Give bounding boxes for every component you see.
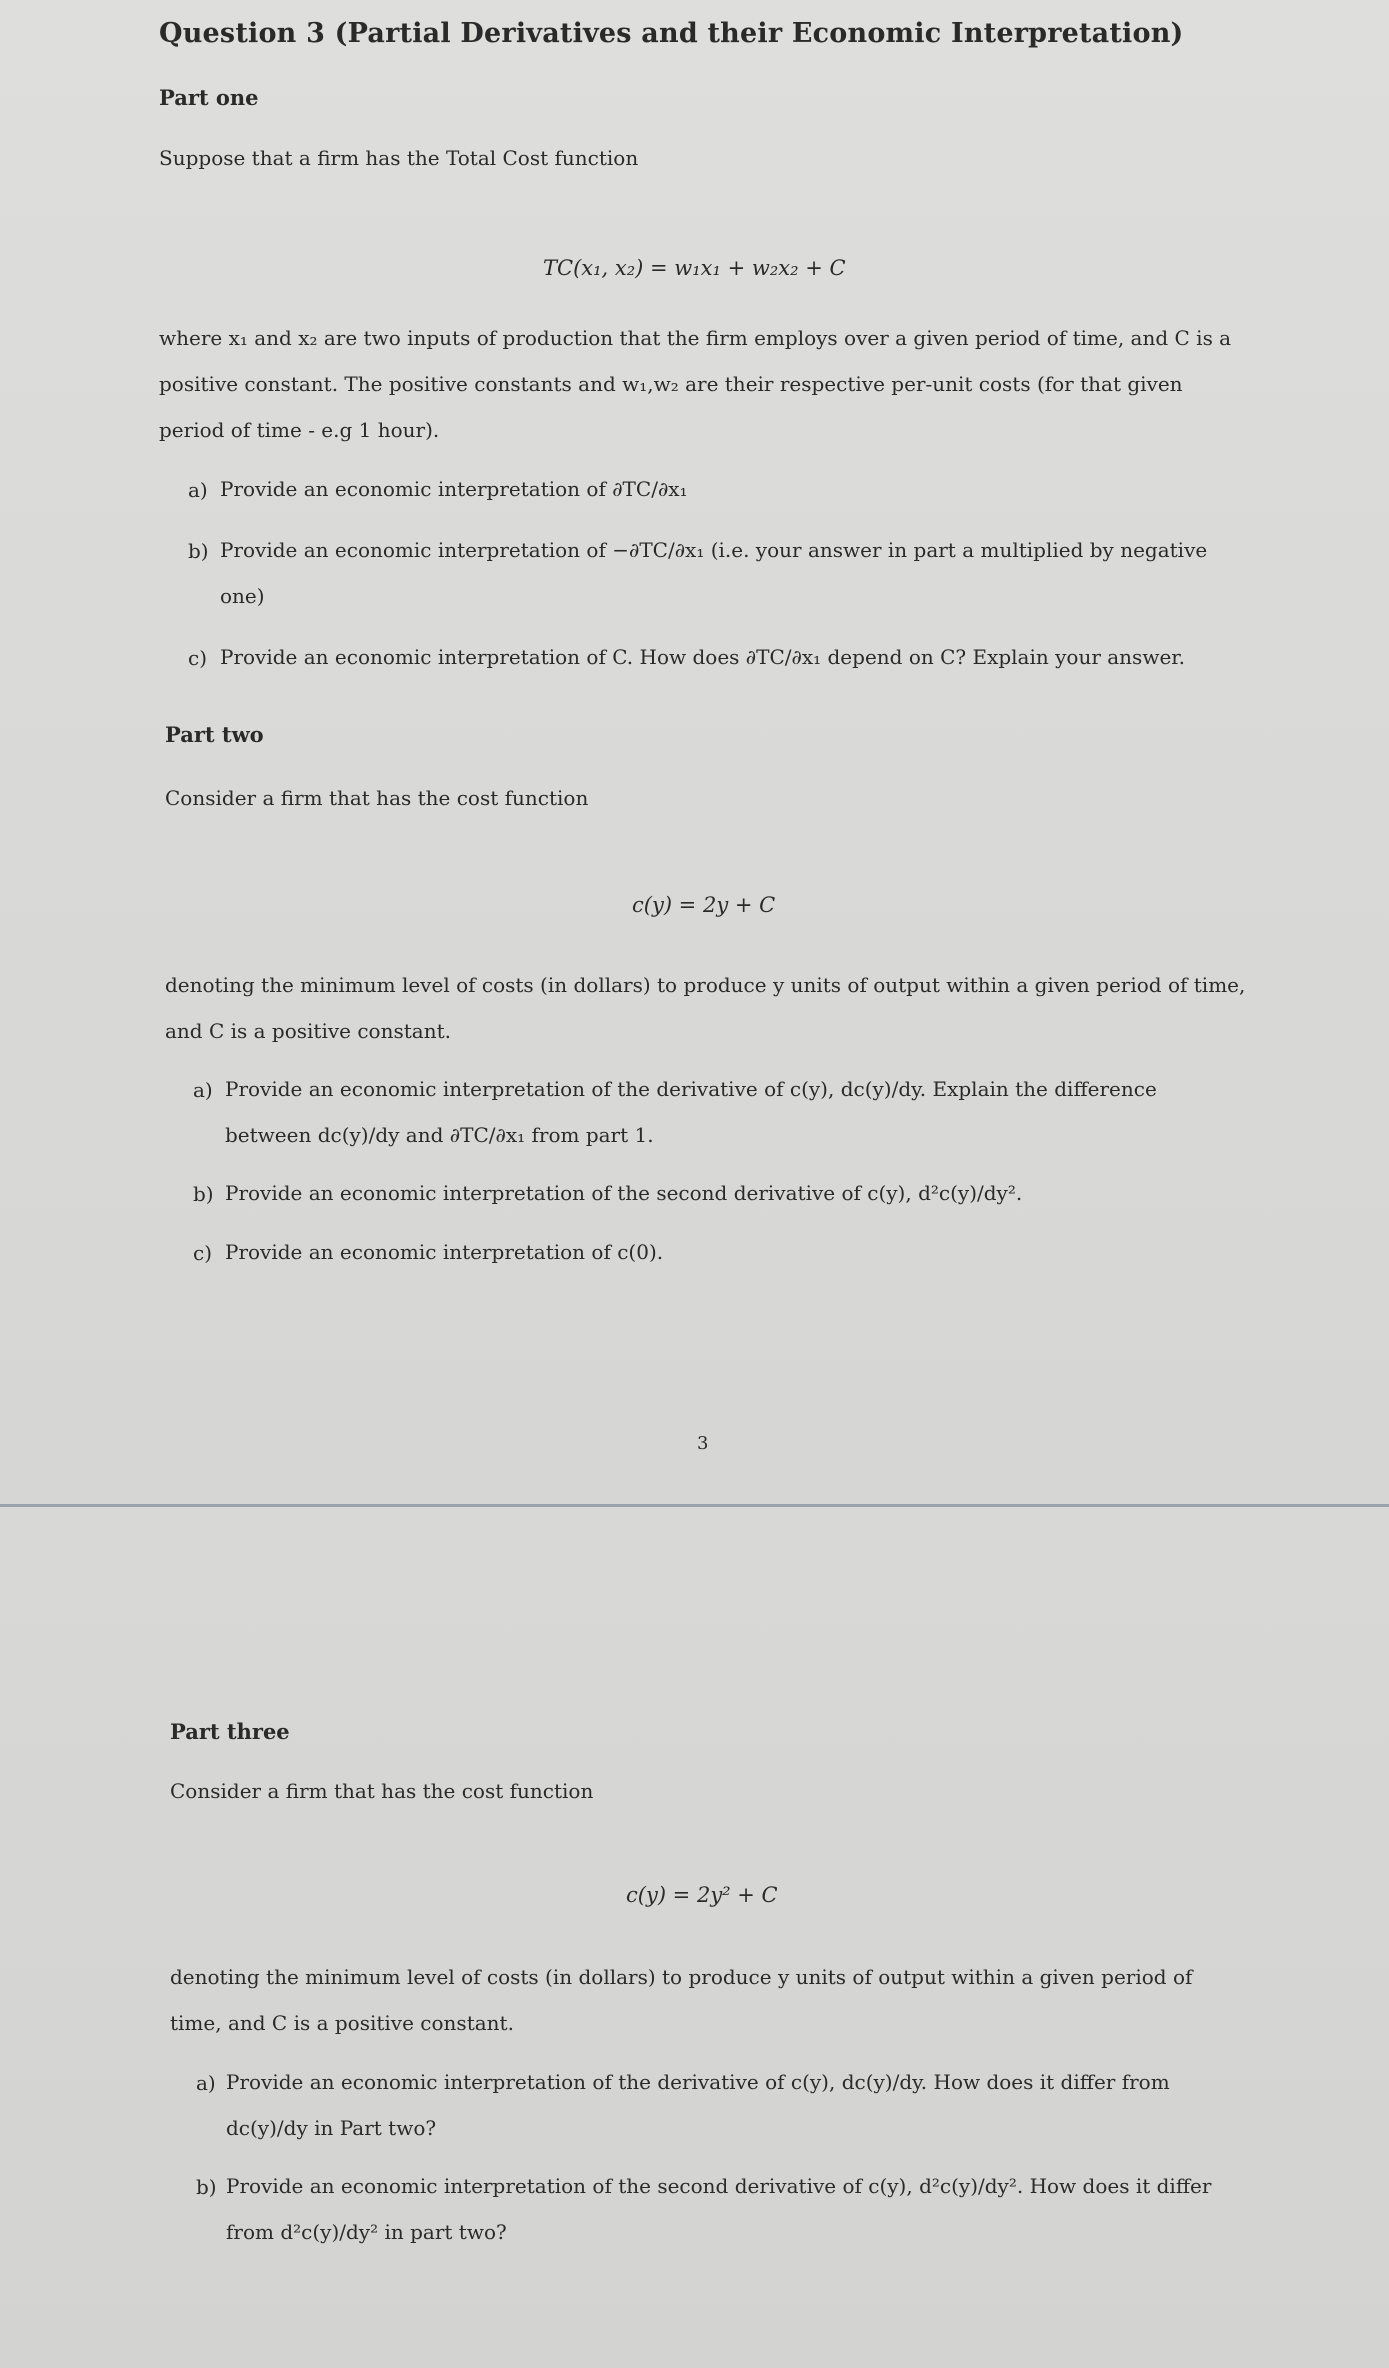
part-two-item-c-label: c) — [193, 1241, 213, 1265]
part-three-item-a-label: a) — [196, 2071, 216, 2095]
part-two-item-c: Provide an economic interpretation of c(0). — [225, 1240, 664, 1264]
part-two-heading: Part two — [165, 722, 264, 747]
part-one-item-b-label: b) — [188, 539, 209, 563]
part-one-item-c-label: c) — [188, 646, 208, 670]
part-three-item-b-label: b) — [196, 2175, 217, 2199]
part-three-equation: c(y) = 2y² + C — [626, 1883, 778, 1907]
question-title: Question 3 (Partial Derivatives and their Economic Interpretation) — [159, 18, 1184, 49]
part-one-equation: TC(x₁, x₂) = w₁x₁ + w₂x₂ + C — [543, 256, 846, 280]
part-one-description: where x₁ and x₂ are two inputs of production that the firm employs over a given period of time, and C is a positive constant. The positive constants and w₁,w₂ are their respective per-unit costs (for that given period of time - e.g 1 hour). — [159, 326, 1232, 442]
part-one-item-c: Provide an economic interpretation of C. How does ∂TC/∂x₁ depend on C? Explain your answer. — [220, 645, 1185, 669]
part-three-heading: Part three — [170, 1719, 290, 1744]
part-one-heading: Part one — [159, 85, 259, 110]
part-two-item-a-label: a) — [193, 1078, 213, 1102]
part-one-item-a: Provide an economic interpretation of ∂TC/∂x₁ — [220, 477, 688, 501]
part-two-equation: c(y) = 2y + C — [632, 893, 776, 917]
part-one-item-a-label: a) — [188, 478, 208, 502]
part-three-item-a: Provide an economic interpretation of the derivative of c(y), dc(y)/dy. How does it differ from dc(y)/dy in Part two? — [226, 2070, 1170, 2140]
part-one-intro: Suppose that a firm has the Total Cost function — [159, 146, 639, 170]
part-two-item-b-label: b) — [193, 1182, 214, 1206]
part-three-intro: Consider a firm that has the cost function — [170, 1779, 594, 1803]
part-three-item-b: Provide an economic interpretation of the second derivative of c(y), d²c(y)/dy². How does it differ from d²c(y)/dy² in part two? — [226, 2174, 1212, 2244]
part-three-description: denoting the minimum level of costs (in dollars) to produce y units of output within a given period of time, and C is a positive constant. — [170, 1965, 1193, 2035]
part-one-item-b: Provide an economic interpretation of −∂TC/∂x₁ (i.e. your answer in part a multiplied by negative one) — [220, 538, 1208, 608]
page-number: 3 — [697, 1433, 709, 1454]
part-two-item-a: Provide an economic interpretation of the derivative of c(y), dc(y)/dy. Explain the difference between dc(y)/dy and ∂TC/∂x₁ from part 1. — [225, 1077, 1157, 1147]
part-two-intro: Consider a firm that has the cost function — [165, 786, 589, 810]
part-two-description: denoting the minimum level of costs (in dollars) to produce y units of output within a given period of time, and C is a positive constant. — [165, 973, 1246, 1043]
part-two-item-b: Provide an economic interpretation of the second derivative of c(y), d²c(y)/dy². — [225, 1181, 1023, 1205]
